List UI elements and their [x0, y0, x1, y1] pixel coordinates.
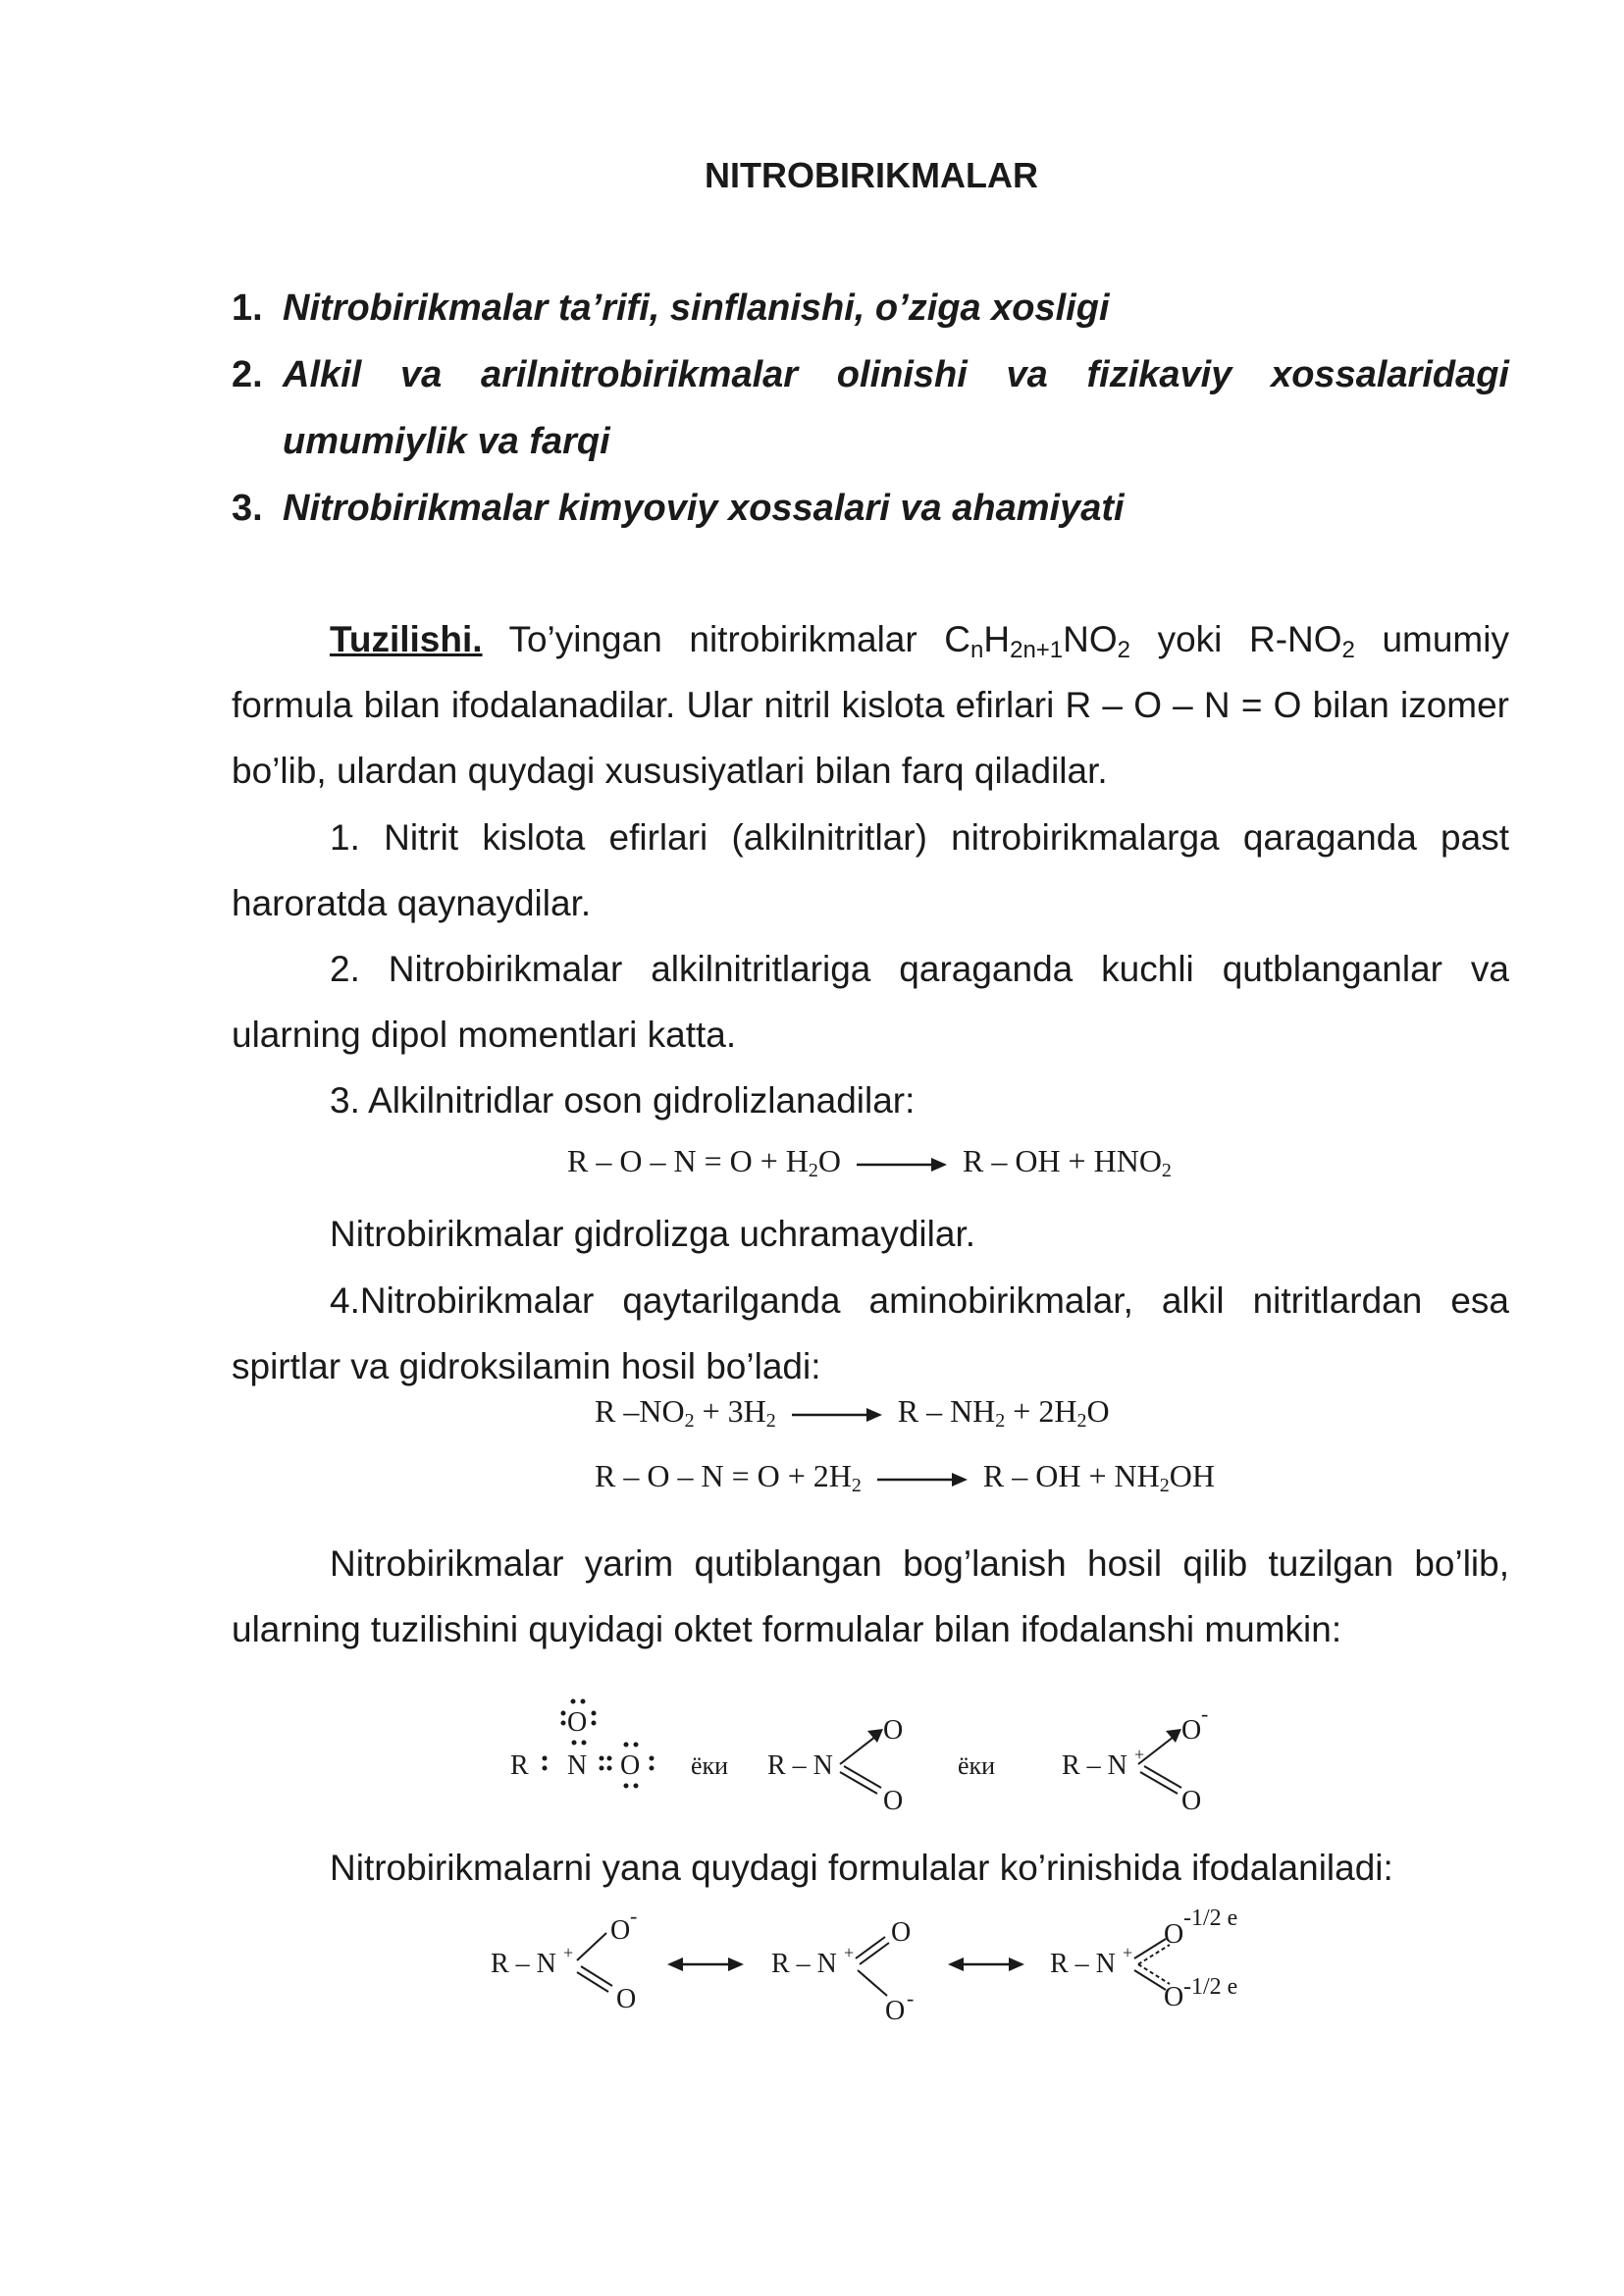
svg-text:-: - [907, 1986, 915, 2010]
resonance-paragraph [232, 1835, 1509, 1901]
resonance-structure-2 [771, 1917, 914, 2026]
nitrogen-atom: N [567, 1750, 588, 1781]
subscript: 2 [808, 1160, 818, 1181]
point-paragraph-1 [232, 805, 1509, 936]
svg-text:O: O [1164, 1982, 1184, 2012]
paragraph-text: Nitrobirikmalar gidrolizga uchramaydilar. [330, 1214, 976, 1254]
page-title: NITROBIRIKMALAR [705, 155, 1038, 195]
point-paragraph-3 [232, 1068, 1509, 1133]
svg-text:R – N: R – N [491, 1949, 556, 1979]
reaction-arrow-icon [790, 1405, 884, 1425]
svg-text:R – N: R – N [1062, 1750, 1127, 1781]
svg-text:+: + [1123, 1943, 1133, 1962]
subscript: 2 [995, 1410, 1006, 1432]
point-paragraph-2 [232, 936, 1509, 1068]
double-arrow-icon [667, 1957, 744, 1971]
svg-text:-1/2 e: -1/2 e [1183, 1905, 1238, 1931]
topic-text: Alkil va arilnitrobirikmalar olinishi va fizikaviy xossalaridagi [283, 354, 1509, 395]
svg-text:O: O [610, 1915, 631, 1946]
resonance-structures-diagram [491, 1904, 1295, 2031]
text-run: To’yingan nitrobirikmalar C [482, 619, 970, 659]
subscript: 2n+1 [1010, 637, 1064, 663]
svg-text:O: O [1181, 1786, 1202, 1815]
resonance-structure-1 [491, 1904, 637, 2014]
paragraph-text: 4.Nitrobirikmalar qaytarilganda aminobirikmalar, alkil nitritlardan esa spirtlar va gidroksilamin hosil bo’ladi: [232, 1280, 1509, 1386]
topic-item [232, 275, 1509, 341]
paragraph-text: Nitrobirikmalarni yana quydagi formulalar ko’rinishida ifodalaniladi: [330, 1848, 1393, 1888]
subscript: 2 [851, 1475, 862, 1496]
eq-part: O [1086, 1393, 1110, 1429]
double-arrow-icon [948, 1957, 1024, 1971]
subscript: 2 [765, 1410, 776, 1432]
resonance-structure-3 [1050, 1905, 1237, 2012]
subscript: 2 [1161, 1160, 1172, 1181]
svg-text:O: O [883, 1715, 904, 1746]
eq-part: + 2H [1005, 1393, 1077, 1429]
text-run: NO [1063, 619, 1118, 659]
octet-paragraph [232, 1531, 1509, 1662]
topic-text-continuation: umumiylik va farqi [283, 421, 610, 462]
lewis-structure [510, 1699, 655, 1789]
section-label: Tuzilishi. [330, 619, 483, 659]
topic-number: 2. [232, 354, 263, 395]
eq-part: R – NH [897, 1393, 996, 1429]
svg-text:O: O [883, 1786, 904, 1815]
paragraph-text: 2. Nitrobirikmalar alkilnitritlariga qaraganda kuchli qutblanganlar va ularning dipol momentlari katta. [232, 949, 1509, 1055]
oxygen-top: O [567, 1707, 588, 1738]
topic-text: Nitrobirikmalar kimyoviy xossalari va ahamiyati [283, 488, 1125, 529]
topic-number: 3. [232, 488, 263, 529]
subscript: 2 [1117, 637, 1131, 663]
or-label: ёки [958, 1751, 996, 1780]
topic-item [232, 341, 1509, 408]
svg-text:O: O [891, 1917, 912, 1948]
eq-part: R – OH + NH [982, 1458, 1160, 1493]
nitro-formula-neutral [767, 1715, 903, 1815]
or-label: ёки [691, 1751, 729, 1780]
svg-text:O: O [616, 1984, 637, 2014]
eq-part: R – O – N = O + 2H [595, 1458, 852, 1493]
svg-text:R – N: R – N [771, 1949, 837, 1979]
topic-item [232, 475, 1509, 542]
subscript: 2 [1076, 1410, 1087, 1432]
eq-part: OH [1169, 1458, 1215, 1493]
svg-text:O: O [885, 1996, 906, 2026]
subscript: 2 [1159, 1475, 1170, 1496]
reaction-arrow-icon [875, 1470, 969, 1489]
text-run: umumiy formula bilan ifodalanadilar. Ular nitril kislota efirlari R – O – N = O bilan izomer bo’lib, ulardan quydagi xususiyatlari bilan farq qiladilar. [232, 619, 1509, 791]
eq-left-end: O [817, 1143, 841, 1178]
svg-text:-: - [1201, 1701, 1209, 1726]
paragraph-text: Nitrobirikmalar yarim qutiblangan bog’lanish hosil qilib tuzilgan bo’lib, ularning tuzilishini quyidagi oktet formulalar bilan ifodalanshi mumkin: [232, 1543, 1509, 1649]
svg-text:+: + [844, 1943, 855, 1962]
svg-text:-1/2 e: -1/2 e [1183, 1974, 1238, 2000]
paragraph-text: 3. Alkilnitridlar oson gidrolizlanadilar: [330, 1080, 916, 1121]
topic-number: 1. [232, 287, 263, 329]
eq-part: R –NO [595, 1393, 685, 1429]
hydrolysis-equation [567, 1143, 1172, 1179]
structure-paragraph [232, 606, 1509, 804]
svg-text:-: - [630, 1904, 638, 1928]
svg-text:+: + [563, 1943, 574, 1962]
topics-list [232, 275, 1509, 542]
topic-text: Nitrobirikmalar ta’rifi, sinflanishi, o’ziga xosligi [283, 287, 1110, 329]
text-run: yoki R-NO [1130, 619, 1342, 659]
svg-text:+: + [1134, 1745, 1145, 1764]
eq-part: + 3H [694, 1393, 766, 1429]
subscript: 2 [1341, 637, 1355, 663]
svg-text:R – N: R – N [1050, 1949, 1116, 1979]
eq-right: R – OH + HNO [962, 1143, 1162, 1178]
paragraph-text: 1. Nitrit kislota efirlari (alkilnitritlar) nitrobirikmalarga qaraganda past haroratda qaynaydilar. [232, 817, 1509, 923]
reaction-arrow-icon [855, 1155, 949, 1174]
nitro-formula-charged [1062, 1701, 1208, 1815]
text-run: H [983, 619, 1011, 659]
svg-text:O: O [1181, 1715, 1202, 1746]
point-paragraph-3b [232, 1201, 1509, 1267]
reduction-equation-1 [595, 1393, 1110, 1430]
svg-text:O: O [1164, 1919, 1184, 1950]
subscript: n [970, 637, 984, 663]
subscript: 2 [684, 1410, 695, 1432]
octet-formulas-diagram [510, 1688, 1276, 1815]
point-paragraph-4 [232, 1268, 1509, 1399]
r-atom: R [510, 1750, 529, 1781]
svg-text:R – N: R – N [767, 1750, 833, 1781]
oxygen-right: O [620, 1750, 641, 1781]
reduction-equation-2 [595, 1458, 1215, 1494]
eq-left: R – O – N = O + H [567, 1143, 809, 1178]
